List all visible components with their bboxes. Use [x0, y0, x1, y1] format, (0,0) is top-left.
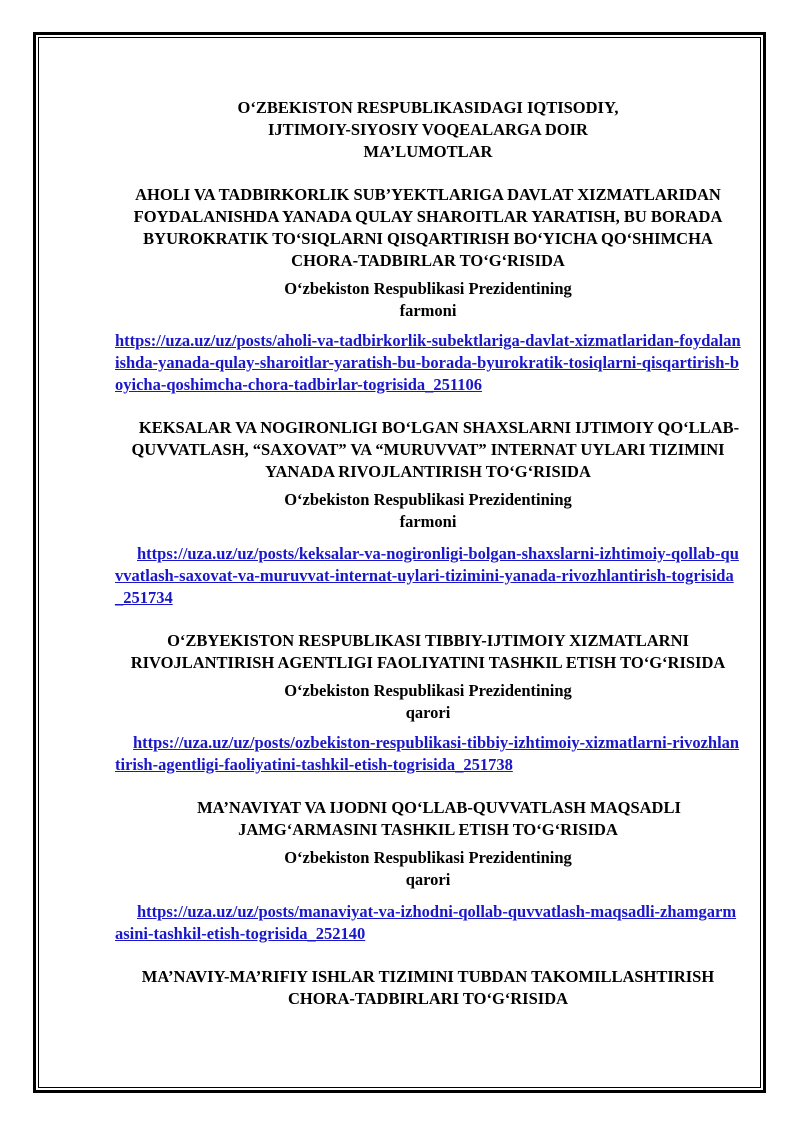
section-title: MA’NAVIY-MA’RIFIY ISHLAR TIZIMINI TUBDAN TAKOMILLASHTIRISH CHORA-TADBIRLARI TO‘G‘RISIDA	[141, 967, 715, 1008]
section-doc-type: farmoni	[399, 301, 457, 320]
section-doc-type: qarori	[405, 703, 451, 722]
document-body	[115, 97, 741, 1010]
section-issuer: O‘zbekiston Respublikasi Prezidentining	[284, 848, 572, 867]
header-line-3: MA’LUMOTLAR	[363, 142, 493, 161]
section-issuer: O‘zbekiston Respublikasi Prezidentining	[284, 279, 572, 298]
section-title: MA’NAVIYAT VA IJODNI QO‘LLAB-QUVVATLASH MAQSADLI JAMG‘ARMASINI TASHKIL ETISH TO‘G‘RISIDA	[197, 798, 681, 839]
document-header	[115, 97, 741, 163]
section-link[interactable]: https://uza.uz/uz/posts/aholi-va-tadbirkorlik-subektlariga-davlat-xizmatlaridan-foydalanishda-yanada-qulay-sharoitlar-yaratish-bu-borada-byurokratik-tosiqlarni-qisqartirish-boyicha-qoshimcha-chora-tadbirlar-togrisida_251106	[115, 331, 741, 394]
section-1	[115, 184, 741, 396]
section-2	[115, 417, 741, 609]
section-5	[115, 966, 741, 1010]
section-3	[115, 630, 741, 776]
section-link[interactable]: https://uza.uz/uz/posts/keksalar-va-nogironligi-bolgan-shaxslarni-izhtimoiy-qollab-quvvatlash-saxovat-va-muruvvat-internat-uylari-tizimini-yanada-rivozhlantirish-togrisida_251734	[115, 544, 739, 607]
section-title: KEKSALAR VA NOGIRONLIGI BO‘LGAN SHAXSLARNI IJTIMOIY QO‘LLAB-QUVVATLASH, “SAXOVAT” VA “MURUVVAT” INTERNAT UYLARI TIZIMINI YANADA RIVOJLANTIRISH TO‘G‘RISIDA	[131, 418, 740, 481]
section-doc-type: qarori	[405, 870, 451, 889]
section-link[interactable]: https://uza.uz/uz/posts/manaviyat-va-izhodni-qollab-quvvatlash-maqsadli-zhamgarmasini-tashkil-etish-togrisida_252140	[115, 902, 737, 943]
section-link[interactable]: https://uza.uz/uz/posts/ozbekiston-respublikasi-tibbiy-izhtimoiy-xizmatlarni-rivozhlantirish-agentligi-faoliyatini-tashkil-etish-togrisida_251738	[115, 733, 740, 774]
section-title: O‘ZBYEKISTON RESPUBLIKASI TIBBIY-IJTIMOIY XIZMATLARNI RIVOJLANTIRISH AGENTLIGI FAOLIYATINI TASHKIL ETISH TO‘G‘RISIDA	[130, 631, 726, 672]
section-doc-type: farmoni	[399, 512, 457, 531]
section-title: AHOLI VA TADBIRKORLIK SUB’YEKTLARIGA DAVLAT XIZMATLARIDAN FOYDALANISHDA YANADA QULAY SHAROITLAR YARATISH, BU BORADA BYUROKRATIK TO‘SIQLARNI QISQARTIRISH BO‘YICHA QO‘SHIMCHA CHORA-TADBIRLAR TO‘G‘RISIDA	[133, 185, 723, 270]
header-line-1: O‘ZBEKISTON RESPUBLIKASIDAGI IQTISODIY,	[237, 98, 619, 117]
header-line-2: IJTIMOIY-SIYOSIY VOQEALARGA DOIR	[268, 120, 588, 139]
section-issuer: O‘zbekiston Respublikasi Prezidentining	[284, 490, 572, 509]
section-issuer: O‘zbekiston Respublikasi Prezidentining	[284, 681, 572, 700]
section-4	[115, 797, 741, 945]
